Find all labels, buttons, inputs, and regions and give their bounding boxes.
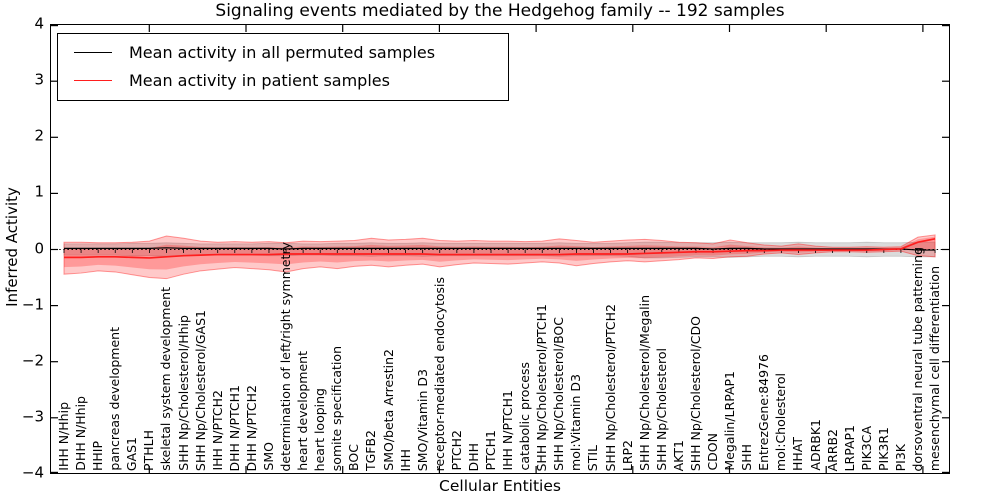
legend-line-swatch bbox=[74, 52, 112, 53]
x-category-label: somite specification bbox=[329, 345, 345, 471]
x-category-label: ARRB2 bbox=[824, 428, 840, 471]
x-category-label: mesenchymal cell differentiation bbox=[927, 265, 943, 471]
x-category-label: SHH Np/Cholesterol/PTCH1 bbox=[534, 303, 550, 471]
x-category-label: ADRBK1 bbox=[807, 419, 823, 471]
x-category-label: SHH Np/Cholesterol bbox=[653, 348, 669, 471]
y-tick-label: −2 bbox=[21, 351, 44, 370]
x-category-label: IHH bbox=[397, 448, 413, 471]
y-tick-label: −3 bbox=[21, 407, 44, 426]
x-category-label: pancreas development bbox=[107, 327, 123, 471]
x-category-label: STIL bbox=[585, 444, 601, 471]
legend-item bbox=[74, 71, 508, 90]
y-tick-label: 0 bbox=[34, 239, 44, 257]
x-category-label: DHH N/PTCH2 bbox=[243, 384, 259, 471]
x-category-label: DHH N/Hhip bbox=[73, 396, 89, 471]
x-category-label: skeletal system development bbox=[158, 287, 174, 471]
x-category-label: SHH Np/Cholesterol/Megalin bbox=[636, 295, 652, 471]
x-category-label: HHIP bbox=[90, 440, 106, 471]
x-category-label: mol:Vitamin D3 bbox=[568, 374, 584, 471]
x-category-label: DHH bbox=[465, 442, 481, 471]
x-category-label: determination of left/right symmetry bbox=[278, 241, 294, 471]
legend-item-label: Mean activity in all permuted samples bbox=[129, 43, 436, 62]
y-tick-label: 2 bbox=[34, 126, 44, 145]
x-category-label: SHH Np/Cholesterol/BOC bbox=[551, 317, 567, 471]
x-category-label: BOC bbox=[346, 444, 362, 471]
legend bbox=[57, 33, 509, 101]
x-category-label: PTHLH bbox=[141, 430, 157, 471]
x-category-label: heart looping bbox=[312, 387, 328, 471]
x-category-label: SHH Np/Cholesterol/Hhip bbox=[175, 315, 191, 471]
x-category-label: mol:Cholesterol bbox=[773, 372, 789, 471]
x-category-label: SHH Np/Cholesterol/PTCH2 bbox=[602, 303, 618, 471]
x-category-label: IHH N/PTCH1 bbox=[500, 390, 516, 471]
y-tick-label: 1 bbox=[34, 182, 44, 201]
x-category-label: dorsoventral neural tube patterning bbox=[910, 246, 925, 471]
x-category-label: PIK3R1 bbox=[875, 426, 891, 471]
y-tick-label: −4 bbox=[21, 463, 44, 482]
x-category-label: PTCH1 bbox=[483, 430, 498, 471]
x-category-label: PI3K bbox=[892, 443, 908, 471]
x-category-label: AKT1 bbox=[670, 439, 686, 471]
chart-title: Signaling events mediated by the Hedgehog family -- 192 samples bbox=[215, 1, 785, 21]
y-tick-label: 3 bbox=[34, 70, 44, 89]
x-category-label: LRP2 bbox=[619, 439, 635, 471]
x-category-label: PTCH2 bbox=[448, 430, 464, 471]
y-axis-label: Inferred Activity bbox=[3, 187, 21, 307]
x-category-label: Megalin/LRPAP1 bbox=[722, 371, 738, 471]
y-tick-label: −1 bbox=[21, 295, 44, 314]
x-category-label: heart development bbox=[295, 351, 311, 471]
x-category-label: SHH Np/Cholesterol/GAS1 bbox=[192, 309, 208, 471]
legend-line-swatch bbox=[74, 80, 112, 81]
x-category-label: SMO/beta Arrestin2 bbox=[380, 349, 396, 471]
legend-item-label: Mean activity in patient samples bbox=[129, 71, 390, 91]
x-category-label: SHH bbox=[739, 444, 755, 471]
x-category-label: CDON bbox=[705, 433, 721, 471]
x-category-label: catabolic process bbox=[517, 362, 533, 471]
x-category-label: SHH Np/Cholesterol/CDO bbox=[687, 315, 703, 471]
x-category-label: IHH N/PTCH2 bbox=[209, 390, 225, 471]
x-category-label: receptor-mediated endocytosis bbox=[431, 276, 447, 471]
x-category-label: HHAT bbox=[790, 436, 806, 471]
x-category-label: IHH N/Hhip bbox=[56, 402, 71, 471]
legend-item bbox=[74, 43, 508, 62]
x-category-label: EntrezGene:84976 bbox=[756, 354, 772, 471]
x-category-label: LRPAP1 bbox=[841, 424, 857, 471]
x-axis-label: Cellular Entities bbox=[439, 477, 561, 495]
x-category-label: PIK3CA bbox=[858, 426, 874, 471]
x-category-label: SMO bbox=[260, 442, 276, 471]
x-category-label: TGFB2 bbox=[363, 429, 379, 471]
x-category-label: GAS1 bbox=[124, 436, 140, 471]
y-tick-label: 4 bbox=[34, 14, 44, 33]
x-category-label: DHH N/PTCH1 bbox=[226, 384, 242, 471]
x-category-label: SMO/Vitamin D3 bbox=[414, 368, 430, 471]
